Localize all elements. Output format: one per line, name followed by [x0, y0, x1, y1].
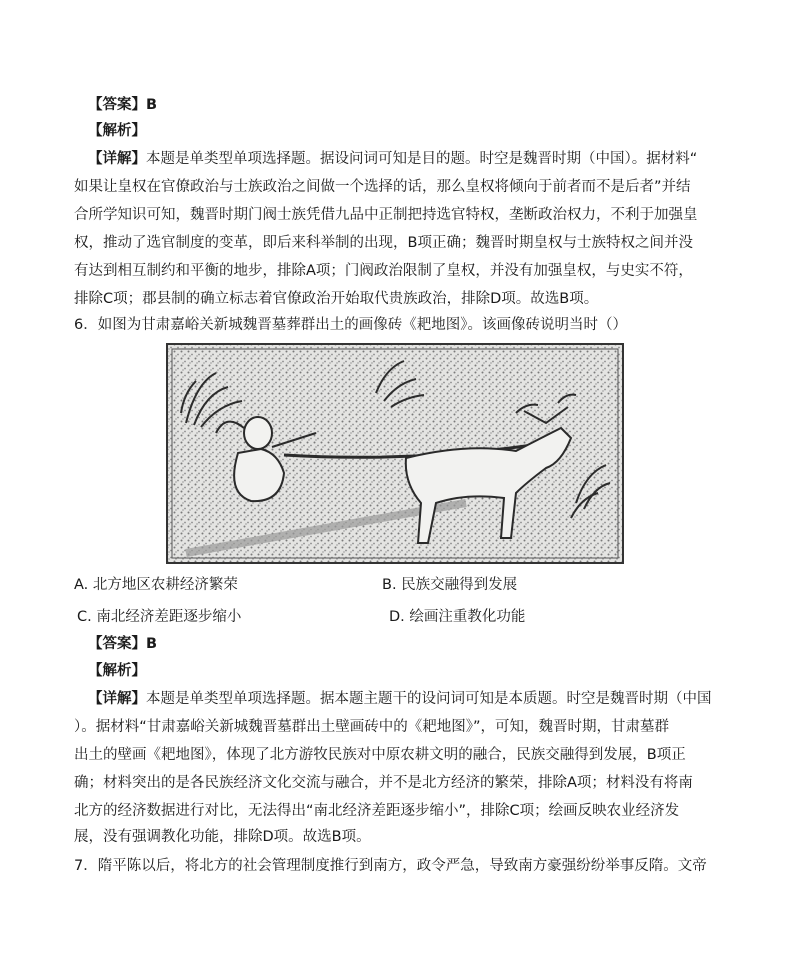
q6-answer-line	[88, 634, 157, 654]
q5-detail-line-6: 排除C项；郡县制的确立标志着官僚政治开始取代贵族政治，排除D项。故选B项。	[74, 291, 599, 307]
q6-detail-line-5: 北方的经济数据进行对比，无法得出“南北经济差距逐步缩小”，排除C项；绘画反映农业经济发	[74, 803, 680, 819]
q5-analysis-label: 【解析】	[88, 123, 146, 139]
q5-detail-line-2: 如果让皇权在官僚政治与士族政治之间做一个选择的话，那么皇权将倾向于前者而不是后者”并结	[74, 179, 691, 195]
q6-detail-line-4: 确；材料突出的是各民族经济文化交流与融合，并不是北方经济的繁荣，排除A项；材料没有将南	[74, 775, 693, 791]
farming-brick-picture	[166, 343, 624, 564]
detail-text: 本题是单类型单项选择题。据本题主题干的设问词可知是本质题。时空是魏晋时期（中国	[146, 691, 712, 707]
detail-label: 【详解】	[88, 151, 146, 167]
q6-detail-line-2: ）。据材料“甘肃嘉峪关新城魏晋墓群出土壁画砖中的《耙地图》”，可知，魏晋时期，甘肃墓群	[74, 719, 670, 735]
q6-analysis-label: 【解析】	[88, 663, 146, 679]
q6-stem: 6．如图为甘肃嘉峪关新城魏晋墓葬群出土的画像砖《耙地图》。该画像砖说明当时（）	[74, 317, 627, 333]
q5-detail-line-5: 有达到相互制约和平衡的地步，排除A项；门阀政治限制了皇权，并没有加强皇权，与史实不符，	[74, 263, 693, 279]
q5-detail-line-1	[88, 149, 697, 169]
detail-label: 【详解】	[88, 691, 146, 707]
q5-detail-line-4: 权，推动了选官制度的变革，即后来科举制的出现，B项正确；魏晋时期皇权与士族特权之间并没	[74, 235, 693, 251]
answer-value: B	[146, 97, 158, 113]
q6-option-c: C. 南北经济差距逐步缩小	[77, 609, 242, 625]
q6-option-b: B. 民族交融得到发展	[382, 577, 518, 593]
q6-detail-line-6: 展，没有强调教化功能，排除D项。故选B项。	[74, 829, 371, 845]
q5-answer-line	[88, 95, 157, 115]
q6-option-a: A. 北方地区农耕经济繁荣	[74, 577, 238, 593]
q6-option-d: D. 绘画注重教化功能	[389, 609, 526, 625]
q6-detail-line-1	[88, 689, 712, 709]
q5-detail-line-3: 合所学知识可知，魏晋时期门阀士族凭借九品中正制把持选官特权，垄断政治权力，不利于加强皇	[74, 207, 698, 223]
detail-text: 本题是单类型单项选择题。据设问词可知是目的题。时空是魏晋时期（中国）。据材料“	[146, 151, 698, 167]
answer-value: B	[146, 636, 158, 652]
q6-detail-line-3: 出土的壁画《耙地图》，体现了北方游牧民族对中原农耕文明的融合，民族交融得到发展，B项正	[74, 747, 686, 763]
answer-label: 【答案】	[88, 636, 146, 652]
q7-stem: 7．隋平陈以后，将北方的社会管理制度推行到南方，政令严急，导致南方豪强纷纷举事反隋。文帝	[74, 858, 707, 874]
answer-label: 【答案】	[88, 97, 146, 113]
